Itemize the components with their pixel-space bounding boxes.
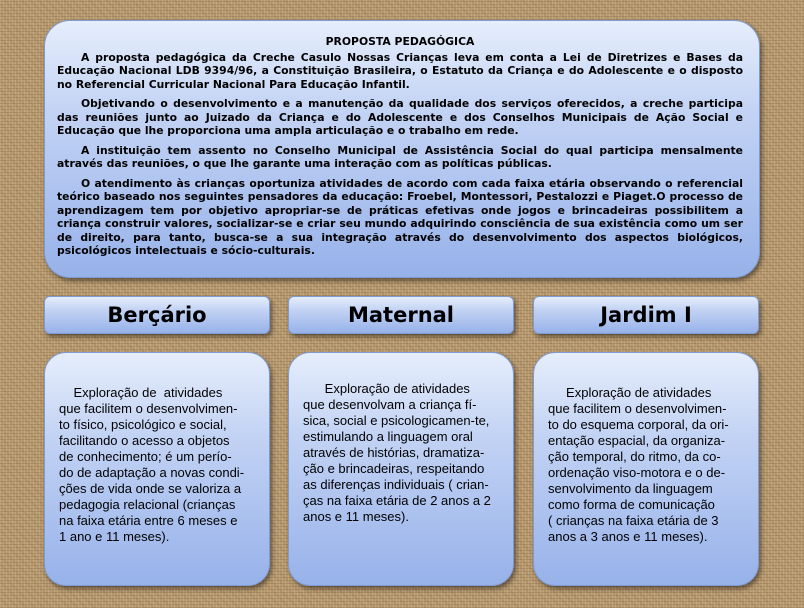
jardim-description <box>533 352 759 586</box>
jardim-header: Jardim I <box>533 296 759 334</box>
description-line: do de adaptação a novas condi- <box>59 465 245 480</box>
description-line: 1 ano e 11 meses). <box>59 529 170 544</box>
description-line: ças na faixa etária de 2 anos a 2 <box>303 493 491 508</box>
description-line: que desenvolvam a criança fí- <box>303 397 477 412</box>
description-line: ção e brincadeiras, respeitando <box>303 461 485 476</box>
proposal-paragraph: O atendimento às crianças oportuniza atividades de acordo com cada faixa etária observando o referencial teórico baseado nos seguintes pensadores da educação: Froebel, Montessori, Pestalozzi e Piaget.O processo de aprendizagem tem por objetivo apropriar-se de práticas efetivas onde jogos e brincadeiras possibilitem a criança construir valores, socializar-se e criar seu mundo adquirindo consciência de sua existência como um ser de direito, para tanto, busca-se a sua integração através do desenvolvimento dos aspectos biológicos, psicológicos intelectuais e sócio-culturais. <box>57 176 743 257</box>
description-line: que facilitem o desenvolvimen- <box>548 401 727 416</box>
maternal-description <box>288 352 514 586</box>
description-line: ( crianças na faixa etária de 3 <box>548 513 719 528</box>
description-line: que facilitem o desenvolvimen- <box>59 401 238 416</box>
bercario-header: Berçário <box>44 296 270 334</box>
description-line: sica, social e psicologicamen-te, <box>303 413 490 428</box>
description-line: ção temporal, do ritmo, da co- <box>548 449 721 464</box>
description-line: as diferenças individuais ( crian- <box>303 477 489 492</box>
description-line: pedagogia relacional (crianças <box>59 497 236 512</box>
description-line: anos e 11 meses). <box>303 509 409 524</box>
description-line: como forma de comunicação <box>548 497 715 512</box>
description-line: Exploração de atividades <box>548 385 712 400</box>
description-line: através de histórias, dramatiza- <box>303 445 485 460</box>
maternal-header: Maternal <box>288 296 514 334</box>
description-line: na faixa etária entre 6 meses e <box>59 513 238 528</box>
proposal-paragraph: A instituição tem assento no Conselho Municipal de Assistência Social do qual participa mensalmente através das reuniões, o que lhe garante uma interação com as políticas públicas. <box>57 143 743 170</box>
description-line: estimulando a linguagem oral <box>303 429 473 444</box>
description-line: entação espacial, da organiza- <box>548 433 726 448</box>
proposal-paragraph: A proposta pedagógica da Creche Casulo Nossas Crianças leva em conta a Lei de Diretrizes e Bases da Educação Nacional LDB 9394/96, a Constituição Brasileira, o Estatuto da Criança e do Adolescente e o disposto no Referencial Curricular Nacional Para Educação Infantil. <box>57 50 743 91</box>
description-line: de conhecimento; é um perío- <box>59 449 232 464</box>
description-line: anos a 3 anos e 11 meses). <box>548 529 708 544</box>
description-line: to do esquema corporal, da ori- <box>548 417 729 432</box>
description-line: facilitando o acesso a objetos <box>59 433 230 448</box>
description-line: Exploração de atividades <box>59 385 223 400</box>
description-line: senvolvimento da linguagem <box>548 481 713 496</box>
description-line: Exploração de atividades <box>303 381 470 396</box>
proposal-box <box>44 20 760 278</box>
bercario-description <box>44 352 270 586</box>
description-line: to físico, psicológico e social, <box>59 417 227 432</box>
proposal-paragraph: Objetivando o desenvolvimento e a manutenção da qualidade dos serviços oferecidos, a creche participa das reuniões junto ao Juizado da Criança e do Adolescente e dos Conselhos Municipais de Ação Social e Educação que lhe proporciona uma ampla articulação e o trabalho em rede. <box>57 97 743 137</box>
description-line: ções de vida onde se valoriza a <box>59 481 242 496</box>
description-line: ordenação viso-motora e o de- <box>548 465 726 480</box>
proposal-title: PROPOSTA PEDAGÓGICA <box>325 35 475 48</box>
